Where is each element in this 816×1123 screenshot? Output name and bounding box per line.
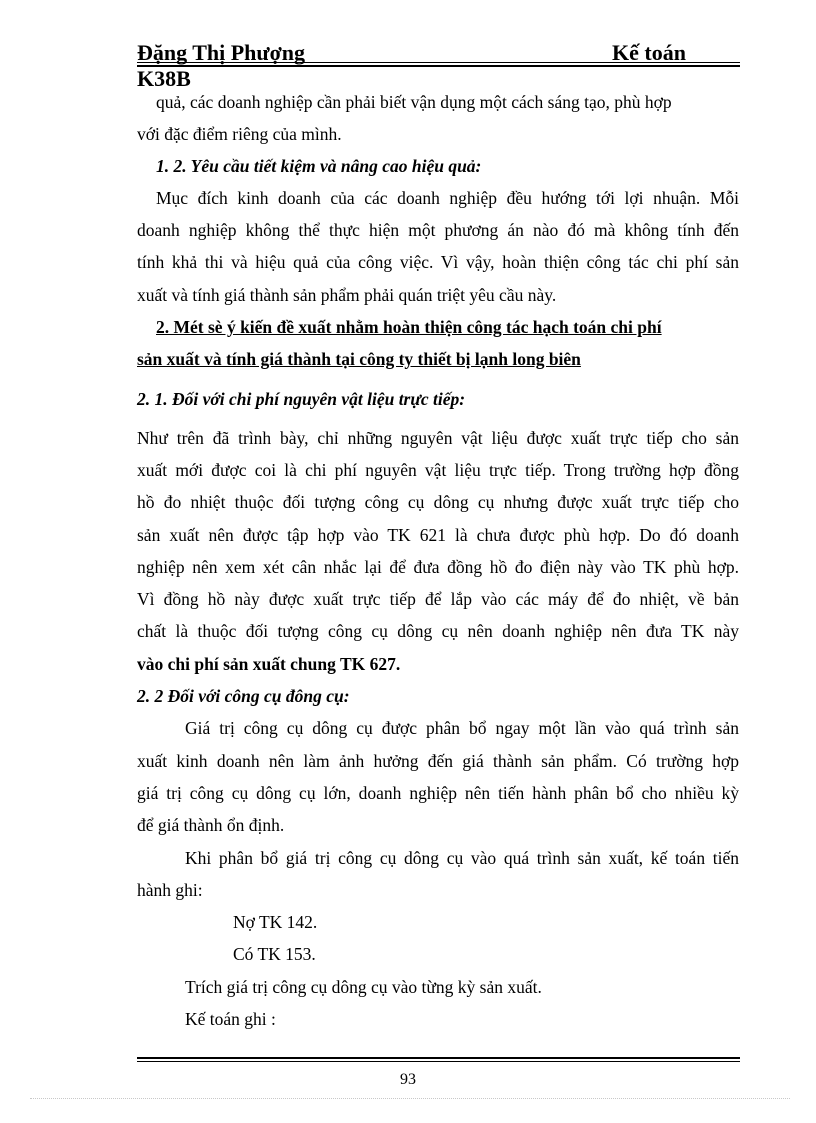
header-class-code: K38B bbox=[137, 66, 191, 91]
body-line-2: với đặc điểm riêng của mình. bbox=[137, 124, 342, 144]
header-rule-top bbox=[137, 62, 740, 63]
footer-rule-top bbox=[137, 1057, 740, 1059]
body-line-11: Như trên đã trình bày, chỉ những nguyên vật liệu được xuất trực tiếp cho sản bbox=[137, 428, 739, 448]
body-line-1: quả, các doanh nghiệp cần phải biết vận dụng một cách sáng tạo, phù hợp bbox=[156, 92, 672, 112]
journal-credit-entry: Có TK 153. bbox=[233, 944, 316, 964]
body-line-23: để giá thành ổn định. bbox=[137, 815, 285, 835]
body-line-29: Kế toán ghi : bbox=[185, 1009, 276, 1029]
body-line-28: Trích giá trị công cụ dông cụ vào từng kỳ sản xuất. bbox=[185, 977, 542, 997]
page-edge-dotted bbox=[30, 1098, 790, 1099]
body-line-6: tính khả thi và hiệu quả của công việc. Vì vậy, hoàn thiện công tác chi phí sản bbox=[137, 252, 739, 272]
journal-debit-entry: Nợ TK 142. bbox=[233, 912, 318, 932]
body-line-4: Mục đích kinh doanh của các doanh nghiệp đều hướng tới lợi nhuận. Mỗi bbox=[156, 188, 739, 208]
section-heading-2-line-2: sản xuất và tính giá thành tại công ty thiết bị lạnh long biên bbox=[137, 349, 581, 369]
body-line-7: xuất và tính giá thành sản phẩm phải quán triệt yêu cầu này. bbox=[137, 285, 557, 305]
body-line-21: xuất kinh doanh nên làm ảnh hưởng đến giá thành sản phẩm. Có trường hợp bbox=[137, 751, 739, 771]
section-heading-1-2: 1. 2. Yêu cầu tiết kiệm và nâng cao hiệu quả: bbox=[156, 156, 482, 176]
body-line-20: Giá trị công cụ dông cụ được phân bổ ngay một lần vào quá trình sản bbox=[185, 718, 739, 738]
body-line-12: xuất mới được coi là chi phí nguyên vật liệu trực tiếp. Trong trường hợp đồng bbox=[137, 460, 739, 480]
body-line-5: doanh nghiệp không thể thực hiện một phương án nào đó mà không tính đến bbox=[137, 220, 739, 240]
body-line-14: sản xuất nên được tập hợp vào TK 621 là chưa được phù hợp. Do đó doanh bbox=[137, 525, 739, 545]
body-line-24: Khi phân bổ giá trị công cụ dông cụ vào quá trình sản xuất, kế toán tiến bbox=[185, 848, 739, 868]
header-department: Kế toán bbox=[612, 40, 686, 65]
section-heading-2-2: 2. 2 Đối với công cụ đông cụ: bbox=[137, 686, 350, 706]
page-number: 93 bbox=[400, 1071, 416, 1088]
header-rule-bottom bbox=[137, 65, 740, 67]
body-line-13: hồ đo nhiệt thuộc đối tượng công cụ dông cụ nhưng được xuất trực tiếp cho bbox=[137, 492, 739, 512]
section-heading-2-line-1: 2. Mét sè ý kiến đề xuất nhằm hoàn thiện công tác hạch toán chi phí bbox=[156, 317, 662, 337]
body-line-15: nghiệp nên xem xét cân nhắc lại để đưa đồng hồ đo điện này vào TK phù hợp. bbox=[137, 557, 739, 577]
body-line-22: giá trị công cụ dông cụ lớn, doanh nghiệp nên tiến hành phân bổ cho nhiều kỳ bbox=[137, 783, 739, 803]
body-line-17: chất là thuộc đối tượng công cụ dông cụ nên doanh nghiệp nên đưa TK này bbox=[137, 621, 739, 641]
header-author: Đặng Thị Phượng bbox=[137, 40, 306, 65]
body-line-18: vào chi phí sản xuất chung TK 627. bbox=[137, 654, 401, 674]
footer-rule-bottom bbox=[137, 1061, 740, 1062]
body-line-25: hành ghi: bbox=[137, 880, 203, 900]
body-line-16: Vì đồng hồ này được xuất trực tiếp để lắp vào các máy để đo nhiệt, về bản bbox=[137, 589, 739, 609]
section-heading-2-1: 2. 1. Đối với chi phí nguyên vật liệu trực tiếp: bbox=[137, 389, 466, 409]
